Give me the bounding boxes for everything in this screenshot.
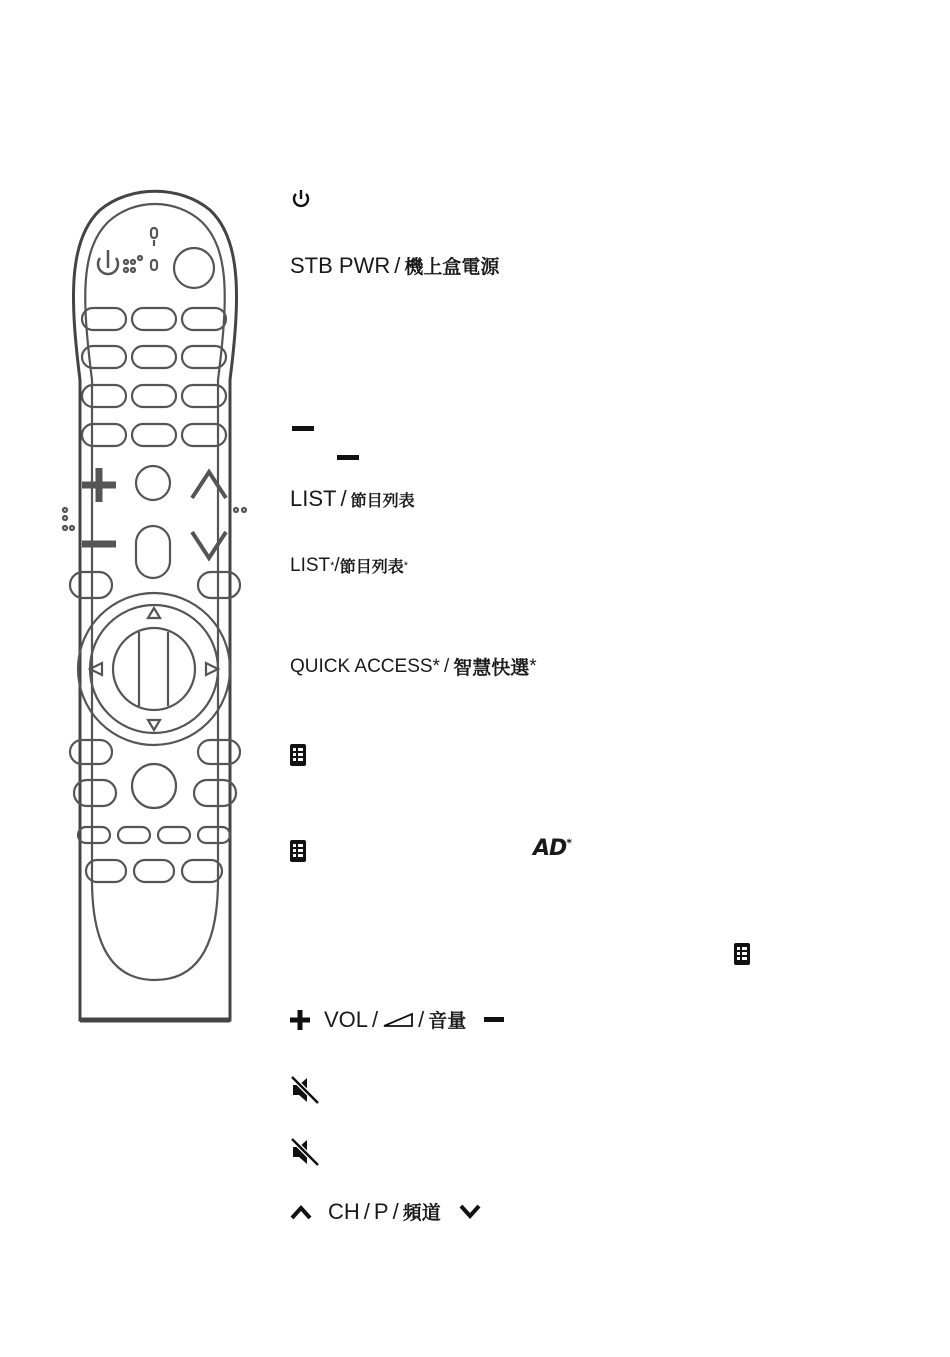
remote-top-round-button [174,248,214,288]
remote-channel-down [192,532,226,558]
quick-access-en: QUICK ACCESS [290,655,433,677]
plus-icon [290,1010,310,1030]
power-row [290,188,312,210]
stb-pwr-en: STB PWR [290,252,391,278]
list-label-alt [290,554,408,577]
volume-en: VOL [324,1006,369,1032]
remote-dpad [78,593,230,745]
list-label [290,486,415,512]
channel-p: P [373,1198,389,1224]
quick-access-separator: / [443,655,450,677]
volume-triangle-icon [382,1012,414,1028]
remote-home-button [136,466,170,500]
remote-mute-button [136,526,170,578]
stb-pwr-zh: 機上盒電源 [404,256,500,278]
channel-separator-2: / [392,1198,399,1224]
channel-zh: 頻道 [402,1202,441,1224]
remote-menu-row [290,744,306,766]
volume-label [290,1006,504,1033]
remote-number-keys [82,308,226,446]
mute-icon [290,1137,320,1167]
list-alt-zh: 節目列表 [339,557,404,576]
remote-menu-icon [290,744,306,766]
remote-channel-up [192,472,226,498]
quick-access-label [290,653,537,680]
list-alt-separator: / [334,554,340,576]
remote-mic-icon [151,228,157,246]
quick-access-zh: 智慧快選 [453,657,530,679]
mute-icon [290,1075,320,1105]
quick-access-asterisk-2: * [529,655,537,677]
stb-pwr-separator: / [394,252,401,278]
remote-menu-row [734,943,750,970]
ad-label [533,836,571,861]
list-en: LIST [290,486,337,511]
list-alt-asterisk-2: * [403,559,408,572]
list-alt-asterisk: * [330,559,335,572]
remote-control-illustration [60,180,250,1030]
list-alt-en: LIST [290,554,331,576]
remote-menu-icon [734,943,750,965]
remote-volume-plus [82,468,116,502]
volume-separator: / [372,1006,379,1032]
volume-zh: 音量 [428,1010,467,1032]
list-zh: 節目列表 [350,490,415,510]
minus-icon [484,1017,504,1023]
remote-menu-row [290,840,306,862]
remote-power-button [98,250,118,274]
volume-separator-2: / [418,1006,425,1032]
chevron-up-icon [290,1204,312,1220]
list-separator: / [340,486,347,511]
mute-row [290,1137,320,1167]
power-icon [290,188,312,210]
ad-text: AD [533,836,567,861]
ad-asterisk: * [566,836,572,850]
quick-access-asterisk: * [432,655,440,677]
stb-pwr-label [290,252,499,279]
channel-en: CH [328,1198,360,1224]
dash-mark [337,455,359,460]
channel-label [290,1198,481,1225]
remote-menu-icon [290,840,306,862]
mute-row [290,1075,320,1105]
channel-separator: / [363,1198,370,1224]
chevron-down-icon [459,1204,481,1220]
dash-mark [292,426,314,431]
